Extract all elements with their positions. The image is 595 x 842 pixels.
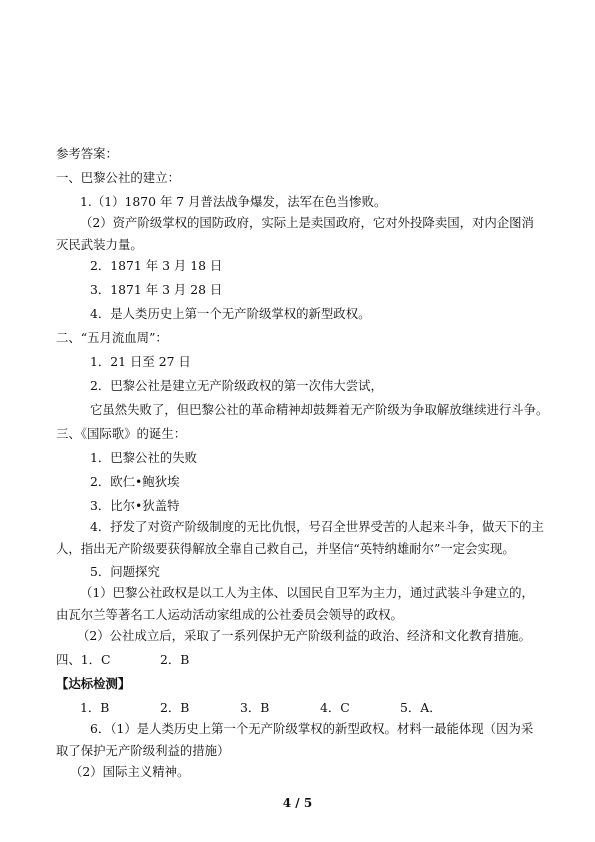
section-5-line-7: （2）国际主义精神。 — [70, 764, 190, 779]
section-1-line-4: 3．1871 年 3 月 28 日 — [90, 282, 223, 297]
answer-item: 4．C — [320, 700, 350, 715]
section-3-line-7: （2）公社成立后，采取了一系列保护无产阶级利益的政治、经济和文化教育措施。 — [77, 628, 531, 643]
section-5-title: 【达标检测】 — [56, 676, 131, 691]
answer-heading: 参考答案： — [56, 146, 118, 161]
answer-item: 5．A． — [400, 700, 442, 715]
answer-item: 2．B — [160, 700, 190, 715]
section-3-line-1: 1．巴黎公社的失败 — [90, 450, 198, 465]
answer-item: 1．B — [80, 700, 110, 715]
section-5-line-6: 6．（1）是人类历史上第一个无产阶级掌权的新型政权。材料一最能体现（因为采取了保护无产阶级利益的措施） — [56, 721, 534, 758]
section-3-line-6: （1）巴黎公社政权是以工人为主体、以国民自卫军为主力，通过武装斗争建立的，由瓦尔兰等著名工人运动活动家组成的公社委员会领导的政权。 — [56, 585, 534, 622]
section-3-line-3: 3．比尔•狄盖特 — [90, 498, 180, 513]
section-4-answer-1: 四、1．C — [56, 652, 111, 667]
section-2-line-1: 1．21 日至 27 日 — [90, 354, 191, 369]
section-2-line-2: 2．巴黎公社是建立无产阶级政权的第一次伟大尝试， — [90, 378, 383, 393]
section-2-title: 二、“五月流血周”： — [56, 330, 168, 345]
section-3-line-2: 2．欧仁•鲍狄埃 — [90, 474, 180, 489]
section-3-line-4: 4．抒发了对资产阶级制度的无比仇恨，号召全世界受苦的人起来斗争，做天下的主人，指出无产阶级要获得解放全靠自己救自己，并坚信“英特纳雄耐尔”一定会实现。 — [56, 519, 544, 556]
section-3-line-5: 5．问题探究 — [90, 564, 160, 579]
answer-item: 3．B — [240, 700, 270, 715]
section-4-answer-2: 2．B — [160, 652, 190, 667]
section-1-line-5: 4．是人类历史上第一个无产阶级掌权的新型政权。 — [90, 306, 371, 321]
section-1-line-3: 2．1871 年 3 月 18 日 — [90, 258, 223, 273]
section-4-line — [56, 652, 546, 668]
section-1-line-2: （2）资产阶级掌权的国防政府，实际上是卖国政府，它对外投降卖国，对内企图消灭民武装力量。 — [56, 215, 534, 252]
section-1-title: 一、巴黎公社的建立： — [56, 170, 180, 185]
page-number: 4 / 5 — [282, 796, 313, 810]
section-1-line-1: 1.（1）1870 年 7 月普法战争爆发，法军在色当惨败。 — [80, 194, 387, 209]
section-2-line-3: 它虽然失败了，但巴黎公社的革命精神却鼓舞着无产阶级为争取解放继续进行斗争。 — [90, 402, 549, 417]
section-3-title: 三、《国际歌》的诞生： — [56, 426, 187, 441]
